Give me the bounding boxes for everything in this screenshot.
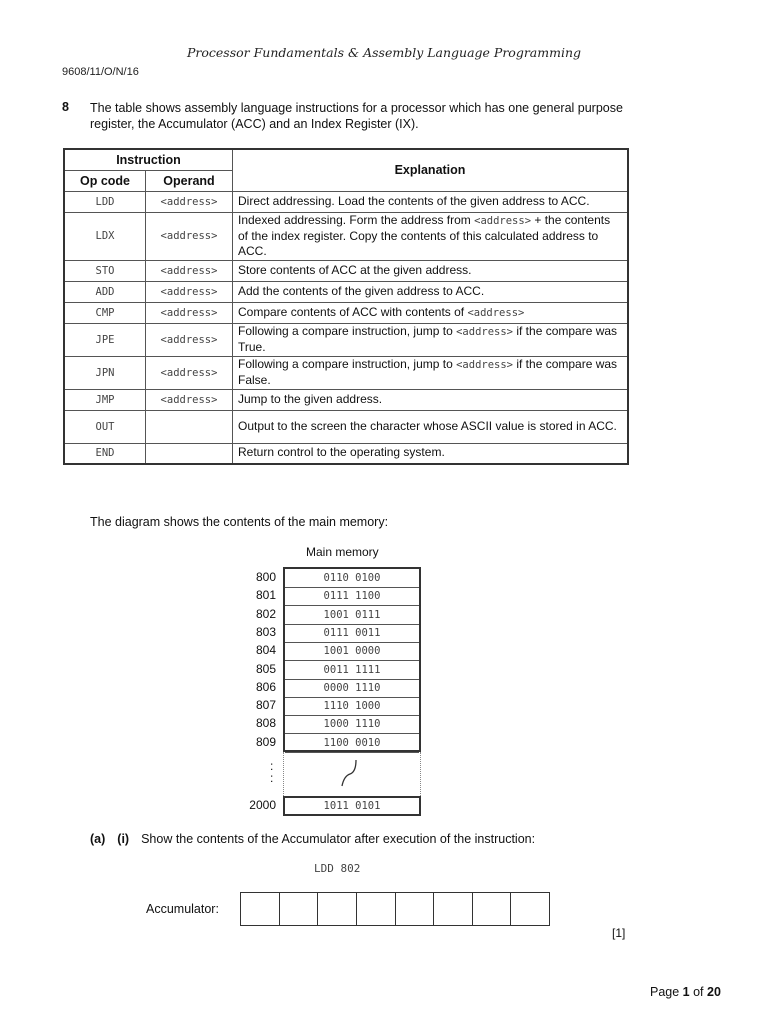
explanation-cell	[233, 260, 629, 281]
explanation-mono: <address>	[456, 326, 514, 338]
operand-cell: <address>	[146, 356, 233, 389]
memory-cell: 1001 0000	[285, 642, 419, 661]
page-current: 1	[682, 985, 690, 999]
operand-cell: <address>	[146, 302, 233, 323]
instruction-row	[64, 191, 628, 212]
accumulator-bit-cell[interactable]	[240, 893, 279, 925]
marks-label: [1]	[612, 926, 626, 940]
opcode-cell: LDX	[64, 212, 146, 260]
explanation-cell	[233, 281, 629, 302]
explanation-cell	[233, 323, 629, 356]
break-squiggle-icon	[284, 752, 418, 796]
instruction-row	[64, 389, 628, 410]
explanation-mono: <address>	[467, 306, 525, 319]
memory-address: 809	[255, 734, 276, 749]
operand-cell: <address>	[146, 281, 233, 302]
memory-break	[283, 752, 421, 796]
memory-ellipsis: : :	[270, 759, 274, 785]
operand-cell: <address>	[146, 191, 233, 212]
memory-address: 800	[255, 570, 276, 584]
opcode-cell: ADD	[64, 281, 146, 302]
memory-cell: 0000 1110	[285, 679, 419, 698]
memory-address: 805	[255, 661, 276, 676]
operand-cell	[146, 443, 233, 464]
main-memory-box	[283, 567, 421, 752]
memory-address: 801	[255, 588, 276, 603]
accumulator-bit-cell[interactable]	[317, 893, 356, 925]
explanation-post: + the contents of the index register. Copy the contents of this calculated address to ACC.	[238, 213, 611, 258]
accumulator-bit-cell[interactable]	[433, 893, 472, 925]
operand-cell	[146, 410, 233, 443]
explanation-cell	[233, 356, 629, 389]
memory-address: 804	[255, 643, 276, 658]
accumulator-bit-cell[interactable]	[510, 893, 550, 925]
explanation-pre: Output to the screen the character whose ASCII value is stored in ACC.	[238, 418, 617, 433]
explanation-post: if the compare was False.	[238, 357, 618, 387]
instruction-row	[64, 260, 628, 281]
memory-cell: 0111 1100	[285, 587, 419, 606]
instruction-row	[64, 410, 628, 443]
document-title: Processor Fundamentals & Assembly Language Programming	[186, 45, 582, 60]
memory-title: Main memory	[306, 545, 379, 559]
page-mid: of	[689, 985, 707, 999]
accumulator-bit-cell[interactable]	[395, 893, 434, 925]
operand-cell: <address>	[146, 212, 233, 260]
page-total: 20	[707, 985, 721, 999]
opcode-cell: END	[64, 443, 146, 464]
explanation-post: if the compare was True.	[238, 324, 618, 354]
memory-address: 802	[255, 606, 276, 621]
accumulator-label: Accumulator:	[146, 902, 219, 916]
explanation-pre: Following a compare instruction, jump to	[238, 324, 457, 338]
memory-cell: 1100 0010	[285, 734, 419, 753]
memory-address: 808	[255, 716, 276, 731]
explanation-mono: <address>	[474, 215, 532, 227]
operand-header: Operand	[146, 170, 233, 191]
instruction-row	[64, 443, 628, 464]
memory-cell: 0110 0100	[285, 569, 419, 588]
accumulator-grid	[240, 892, 550, 926]
instruction-group-header: Instruction	[64, 149, 233, 170]
opcode-cell: STO	[64, 260, 146, 281]
memory-intro: The diagram shows the contents of the main memory:	[90, 515, 389, 529]
memory-address: 803	[255, 624, 276, 639]
instruction-row	[64, 356, 628, 389]
memory-cell: 0011 1111	[285, 661, 419, 680]
operand-cell: <address>	[146, 323, 233, 356]
page-number	[650, 985, 721, 999]
explanation-pre: Store contents of ACC at the given address.	[238, 262, 472, 277]
explanation-pre: Jump to the given address.	[238, 391, 383, 406]
explanation-header: Explanation	[233, 149, 629, 191]
explanation-cell	[233, 191, 629, 212]
memory-cell: 1000 1110	[285, 715, 419, 734]
explanation-pre: Indexed addressing. Form the address from	[238, 213, 475, 227]
page-prefix: Page	[650, 985, 683, 999]
operand-cell: <address>	[146, 260, 233, 281]
memory-cell: 1110 1000	[285, 697, 419, 716]
instruction-table	[63, 148, 629, 465]
memory-cell: 1001 0111	[285, 606, 419, 625]
question-number: 8	[62, 100, 69, 114]
opcode-cell: OUT	[64, 410, 146, 443]
explanation-pre: Return control to the operating system.	[238, 445, 445, 460]
part-a-sublabel: (i)	[117, 832, 130, 846]
explanation-cell	[233, 389, 629, 410]
explanation-pre: Direct addressing. Load the contents of the given address to ACC.	[238, 193, 590, 208]
memory-address: 807	[255, 698, 276, 713]
explanation-pre: Add the contents of the given address to ACC.	[238, 283, 485, 298]
accumulator-bit-cell[interactable]	[279, 893, 318, 925]
question-intro: The table shows assembly language instructions for a processor which has one general purpose register, the Accumulator (ACC) and an Index Register (IX).	[90, 101, 623, 131]
explanation-pre: Following a compare instruction, jump to	[238, 357, 457, 371]
instruction-row	[64, 212, 628, 260]
accumulator-bit-cell[interactable]	[356, 893, 395, 925]
accumulator-bit-cell[interactable]	[472, 893, 511, 925]
explanation-cell	[233, 443, 629, 464]
explanation-cell	[233, 302, 629, 323]
memory-cell: 0111 0011	[285, 624, 419, 643]
opcode-header: Op code	[64, 170, 146, 191]
opcode-cell: LDD	[64, 191, 146, 212]
part-a-question	[90, 832, 535, 846]
opcode-cell: JPN	[64, 356, 146, 389]
operand-cell: <address>	[146, 389, 233, 410]
explanation-cell	[233, 410, 629, 443]
opcode-cell: CMP	[64, 302, 146, 323]
instruction-row	[64, 281, 628, 302]
memory-address: 806	[255, 679, 276, 694]
opcode-cell: JMP	[64, 389, 146, 410]
part-a-label: (a)	[90, 832, 106, 846]
explanation-cell	[233, 212, 629, 260]
explanation-mono: <address>	[456, 359, 514, 371]
instruction-row	[64, 323, 628, 356]
part-a-instruction: LDD 802	[314, 862, 361, 875]
paper-code: 9608/11/O/N/16	[62, 66, 139, 78]
part-a-text: Show the contents of the Accumulator after execution of the instruction:	[141, 832, 536, 846]
opcode-cell: JPE	[64, 323, 146, 356]
memory-address-last: 2000	[249, 798, 276, 812]
memory-cell-last: 1011 0101	[283, 796, 421, 816]
explanation-pre: Compare contents of ACC with contents of	[238, 304, 468, 319]
instruction-row	[64, 302, 628, 323]
